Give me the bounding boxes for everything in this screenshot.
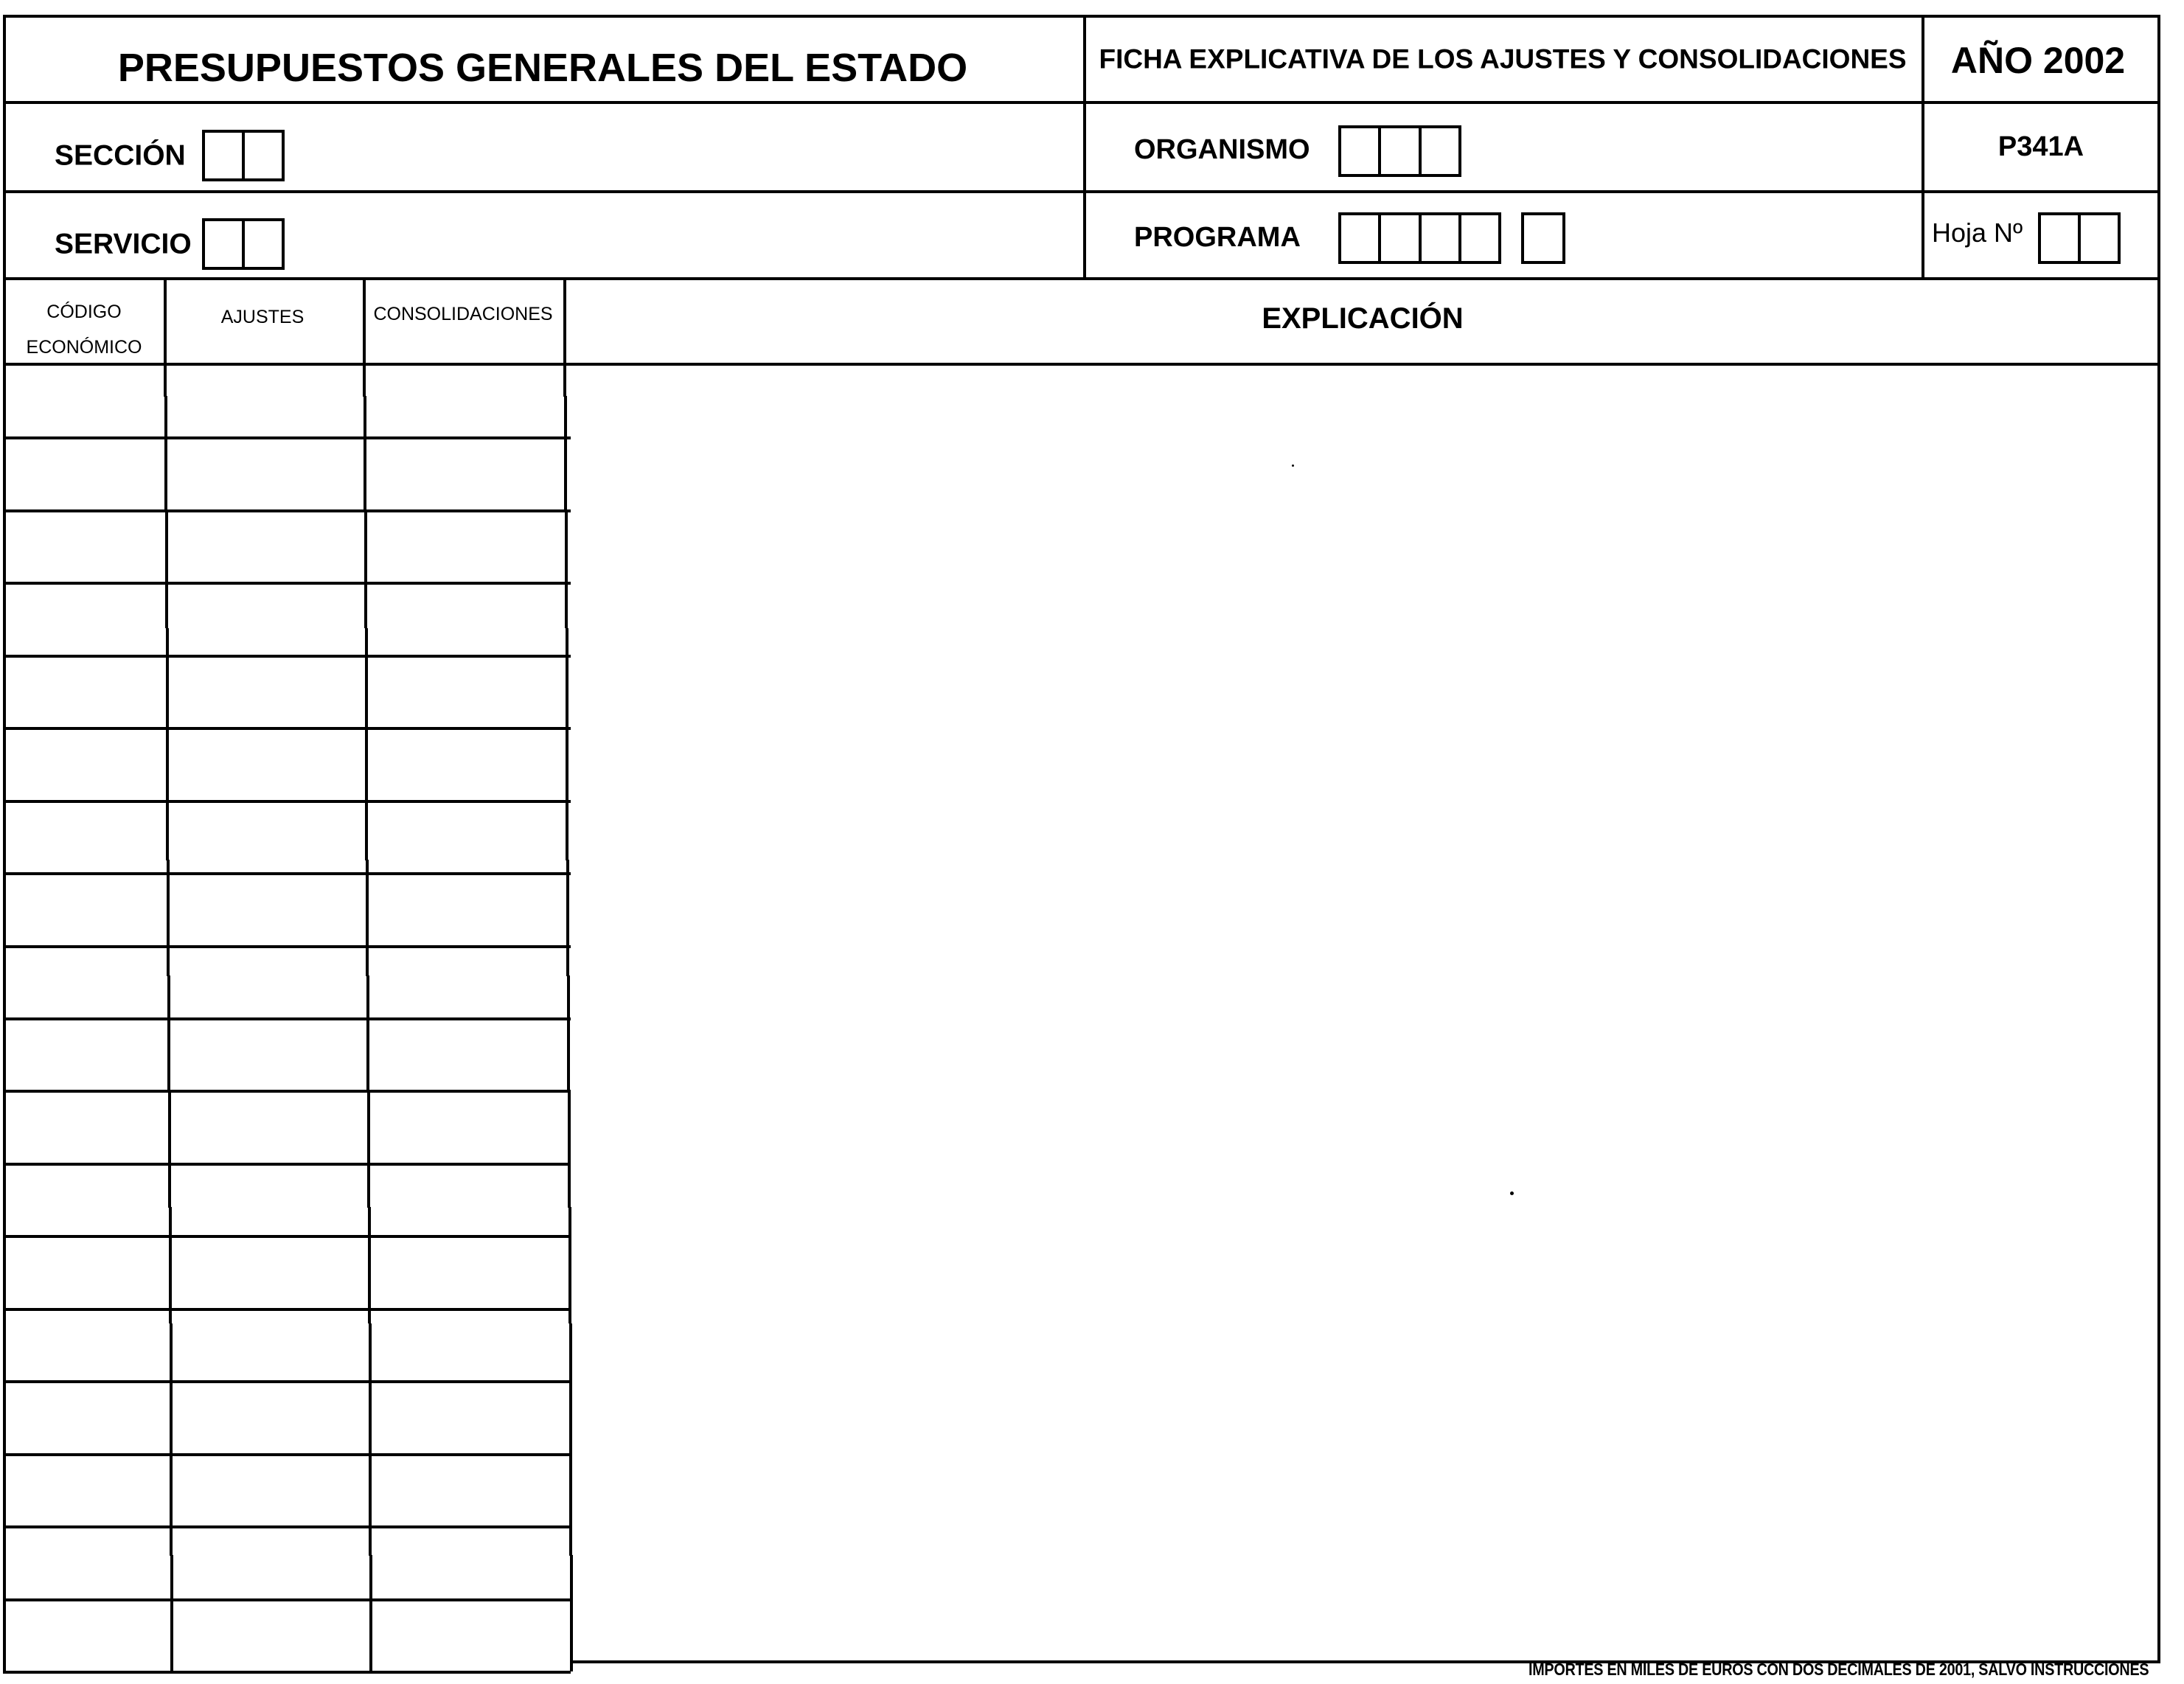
- digit-box[interactable]: [205, 133, 245, 178]
- codigo-cell[interactable]: [6, 658, 165, 727]
- column-divider: [568, 1207, 571, 1323]
- programa-input-boxes[interactable]: [1338, 212, 1501, 264]
- codigo-cell[interactable]: [6, 875, 165, 944]
- ajustes-cell[interactable]: [170, 948, 364, 1017]
- codigo-cell[interactable]: [6, 1020, 165, 1090]
- codigo-cell[interactable]: [6, 585, 165, 654]
- ajustes-cell[interactable]: [170, 367, 364, 436]
- consolidaciones-cell[interactable]: [369, 585, 565, 654]
- digit-box[interactable]: [1461, 215, 1498, 261]
- digit-box[interactable]: [245, 133, 282, 178]
- ajustes-cell[interactable]: [170, 1020, 364, 1090]
- digit-box[interactable]: [1422, 215, 1461, 261]
- column-divider: [568, 1091, 571, 1208]
- codigo-cell[interactable]: [6, 367, 165, 436]
- form-code: P341A: [1997, 131, 2084, 162]
- scan-speck: [1292, 465, 1294, 467]
- consolidaciones-cell[interactable]: [369, 803, 565, 872]
- consolidaciones-cell[interactable]: [369, 439, 565, 509]
- ajustes-cell[interactable]: [170, 1456, 364, 1525]
- seccion-input-boxes[interactable]: [202, 130, 285, 181]
- page-title: PRESUPUESTOS GENERALES DEL ESTADO: [117, 46, 968, 90]
- codigo-cell[interactable]: [6, 1166, 165, 1235]
- hoja-label: Hoja Nº: [1932, 218, 2023, 248]
- header-divider-2: [1922, 15, 1924, 279]
- codigo-cell[interactable]: [6, 1311, 165, 1380]
- ajustes-cell[interactable]: [170, 1166, 364, 1235]
- col-header-ajustes: AJUSTES: [220, 307, 305, 327]
- consolidaciones-cell[interactable]: [369, 512, 565, 582]
- col-header-codigo: [27, 294, 142, 365]
- scan-speck: [1510, 1191, 1514, 1195]
- column-divider: [165, 512, 168, 628]
- ajustes-cell[interactable]: [170, 1238, 364, 1307]
- seccion-label: SECCIÓN: [55, 139, 186, 172]
- frame-right: [2157, 15, 2160, 1660]
- year-label: AÑO 2002: [1950, 40, 2126, 81]
- consolidaciones-cell[interactable]: [369, 1311, 565, 1380]
- consolidaciones-cell[interactable]: [369, 1601, 565, 1671]
- form-subtitle: FICHA EXPLICATIVA DE LOS AJUSTES Y CONSOLIDACIONES: [1099, 44, 1907, 74]
- column-divider: [364, 512, 367, 628]
- consolidaciones-cell[interactable]: [369, 1383, 565, 1452]
- column-divider: [567, 975, 570, 1092]
- frame-top: [3, 15, 2160, 18]
- programa-suffix-box[interactable]: [1521, 212, 1565, 264]
- col-header-consolidaciones: CONSOLIDACIONES: [373, 304, 553, 324]
- programa-label: PROGRAMA: [1134, 222, 1301, 253]
- digit-box[interactable]: [1381, 128, 1421, 174]
- consolidaciones-cell[interactable]: [369, 1238, 565, 1307]
- ajustes-cell[interactable]: [170, 1311, 364, 1380]
- servicio-label: SERVICIO: [55, 228, 192, 260]
- ajustes-cell[interactable]: [170, 875, 364, 944]
- header-divider-1: [1083, 15, 1086, 279]
- hoja-input-boxes[interactable]: [2038, 212, 2121, 264]
- ajustes-cell[interactable]: [170, 1093, 364, 1162]
- codigo-cell[interactable]: [6, 1238, 165, 1307]
- header-line-2: [3, 190, 2160, 193]
- explicacion-area[interactable]: [572, 366, 2157, 1660]
- ajustes-cell[interactable]: [170, 1383, 364, 1452]
- codigo-cell[interactable]: [6, 1528, 165, 1598]
- frame-bottom: [3, 1671, 571, 1674]
- column-divider: [566, 860, 569, 976]
- codigo-cell[interactable]: [6, 439, 165, 509]
- codigo-cell[interactable]: [6, 948, 165, 1017]
- ajustes-cell[interactable]: [170, 439, 364, 509]
- servicio-input-boxes[interactable]: [202, 218, 285, 270]
- ajustes-cell[interactable]: [170, 730, 364, 799]
- ajustes-cell[interactable]: [170, 1601, 364, 1671]
- consolidaciones-cell[interactable]: [369, 730, 565, 799]
- digit-box[interactable]: [1341, 215, 1381, 261]
- ajustes-cell[interactable]: [170, 803, 364, 872]
- digit-box[interactable]: [2041, 215, 2081, 261]
- digit-box[interactable]: [1341, 128, 1381, 174]
- codigo-cell[interactable]: [6, 1383, 165, 1452]
- ajustes-cell[interactable]: [170, 658, 364, 727]
- consolidaciones-cell[interactable]: [369, 1528, 565, 1598]
- codigo-cell[interactable]: [6, 803, 165, 872]
- footer-note: IMPORTES EN MILES DE EUROS CON DOS DECIMALES DE 2001, SALVO INSTRUCCIONES: [1528, 1660, 2149, 1679]
- organismo-label: ORGANISMO: [1134, 134, 1310, 165]
- digit-box[interactable]: [2081, 215, 2118, 261]
- digit-box[interactable]: [1524, 215, 1562, 261]
- digit-box[interactable]: [1381, 215, 1421, 261]
- digit-box[interactable]: [245, 221, 282, 267]
- ajustes-cell[interactable]: [170, 585, 364, 654]
- organismo-input-boxes[interactable]: [1338, 125, 1461, 177]
- col-header-codigo-line1: CÓDIGO: [46, 302, 122, 322]
- consolidaciones-cell[interactable]: [369, 948, 565, 1017]
- ajustes-cell[interactable]: [170, 1528, 364, 1598]
- codigo-cell[interactable]: [6, 512, 165, 582]
- digit-box[interactable]: [1422, 128, 1458, 174]
- consolidaciones-cell[interactable]: [369, 1166, 565, 1235]
- column-divider: [565, 512, 568, 628]
- digit-box[interactable]: [205, 221, 245, 267]
- codigo-cell[interactable]: [6, 1456, 165, 1525]
- header-line-1: [3, 101, 2160, 104]
- codigo-cell[interactable]: [6, 730, 165, 799]
- consolidaciones-cell[interactable]: [369, 1456, 565, 1525]
- col-header-codigo-line2: ECONÓMICO: [26, 337, 142, 358]
- consolidaciones-cell[interactable]: [369, 1093, 565, 1162]
- consolidaciones-cell[interactable]: [369, 875, 565, 944]
- consolidaciones-cell[interactable]: [369, 1020, 565, 1090]
- codigo-cell[interactable]: [6, 1093, 165, 1162]
- codigo-cell[interactable]: [6, 1601, 165, 1671]
- header-line-3: [3, 277, 2160, 280]
- col-header-explicacion: EXPLICACIÓN: [1262, 302, 1464, 335]
- consolidaciones-cell[interactable]: [369, 658, 565, 727]
- ajustes-cell[interactable]: [170, 512, 364, 582]
- consolidaciones-cell[interactable]: [369, 367, 565, 436]
